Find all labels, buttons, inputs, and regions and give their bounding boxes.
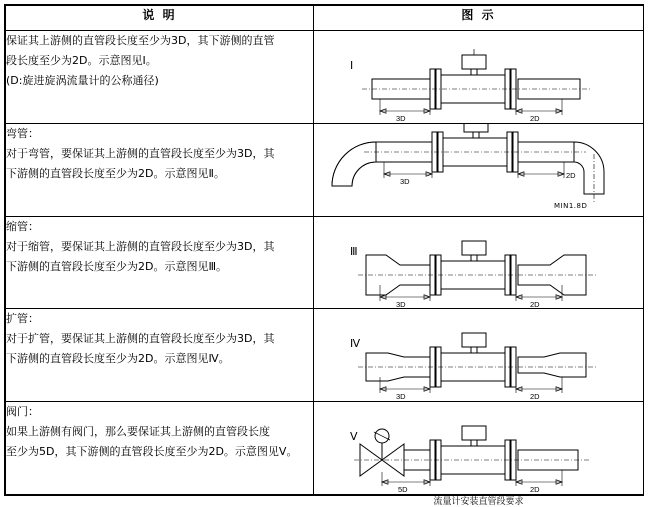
dim-downstream-label: 2D	[566, 171, 576, 180]
figure-label-3: Ⅲ	[350, 245, 358, 258]
desc-line: 弯管：	[6, 124, 313, 144]
figure-valve-pipe	[314, 402, 643, 494]
table-row	[6, 31, 644, 124]
straight-pipe-drawing	[314, 31, 642, 123]
requirements-table	[5, 5, 644, 495]
figure-label-4: Ⅳ	[350, 337, 360, 350]
figure-straight-pipe	[314, 31, 643, 123]
dim-upstream-label: 3D	[396, 300, 406, 309]
desc-line: 下游侧的直管段长度至少为2D。示意图见Ⅲ。	[6, 257, 313, 277]
figure-cell-reducer-pipe	[314, 216, 644, 309]
desc-line: 对于扩管，要保证其上游侧的直管段长度至少为3D，其	[6, 329, 313, 349]
description-cell-valve-pipe	[6, 402, 314, 495]
header-description: 说 明	[6, 6, 314, 31]
table-header-row	[6, 6, 644, 31]
reducer-pipe-drawing	[314, 217, 642, 309]
desc-line: 下游侧的直管段长度至少为2D。示意图见Ⅳ。	[6, 349, 313, 369]
desc-line: 保证其上游侧的直管段长度至少为3D，其下游侧的直管	[6, 31, 313, 51]
desc-line: 对于缩管，要保证其上游侧的直管段长度至少为3D，其	[6, 237, 313, 257]
desc-line: 阀门：	[6, 402, 313, 422]
table-row	[6, 309, 644, 402]
header-figure: 图 示	[314, 6, 644, 31]
figure-cell-expander-pipe	[314, 309, 644, 402]
diagram-sheet	[4, 4, 644, 496]
dim-downstream-label: 2D	[530, 485, 540, 494]
figure-expander-pipe	[314, 309, 643, 401]
desc-line: 至少为5D，其下游侧的直管段长度至少为2D。示意图见Ⅴ。	[6, 442, 313, 462]
figure-caption: 流量计安装直管段要求	[314, 494, 643, 507]
figure-cell-bend-pipe	[314, 123, 644, 216]
dim-downstream-label: 2D	[530, 300, 540, 309]
min-distance-note: MIN1.8D	[554, 202, 587, 210]
desc-line: 扩管：	[6, 309, 313, 329]
dim-downstream-label: 2D	[530, 114, 540, 123]
desc-line: 如果上游侧有阀门，那么要保证其上游侧的直管段长度	[6, 422, 313, 442]
figure-cell-valve-pipe	[314, 402, 644, 495]
figure-label-1: Ⅰ	[350, 59, 353, 72]
desc-line: 段长度至少为2D。示意图见Ⅰ。	[6, 51, 313, 71]
description-cell-expander-pipe	[6, 309, 314, 402]
figure-reducer-pipe	[314, 217, 643, 309]
dim-downstream-label: 2D	[530, 392, 540, 401]
description-cell-reducer-pipe	[6, 216, 314, 309]
dim-upstream-label: 3D	[396, 392, 406, 401]
desc-line: (D:旋进旋涡流量计的公称通径)	[6, 71, 313, 91]
table-row	[6, 123, 644, 216]
dim-upstream-label: 5D	[398, 485, 408, 494]
dim-upstream-label: 3D	[400, 177, 410, 186]
figure-label-5: Ⅴ	[350, 430, 358, 443]
table-row	[6, 216, 644, 309]
expander-pipe-drawing	[314, 309, 642, 401]
desc-line: 缩管：	[6, 217, 313, 237]
figure-bend-pipe	[314, 124, 643, 216]
figure-cell-straight-pipe	[314, 31, 644, 124]
desc-line: 对于弯管，要保证其上游侧的直管段长度至少为3D，其	[6, 144, 313, 164]
desc-line: 下游侧的直管段长度至少为2D。示意图见Ⅱ。	[6, 164, 313, 184]
description-cell-straight-pipe	[6, 31, 314, 124]
table-row	[6, 402, 644, 495]
dim-upstream-label: 3D	[396, 114, 406, 123]
description-cell-bend-pipe	[6, 123, 314, 216]
valve-pipe-drawing	[314, 402, 642, 494]
